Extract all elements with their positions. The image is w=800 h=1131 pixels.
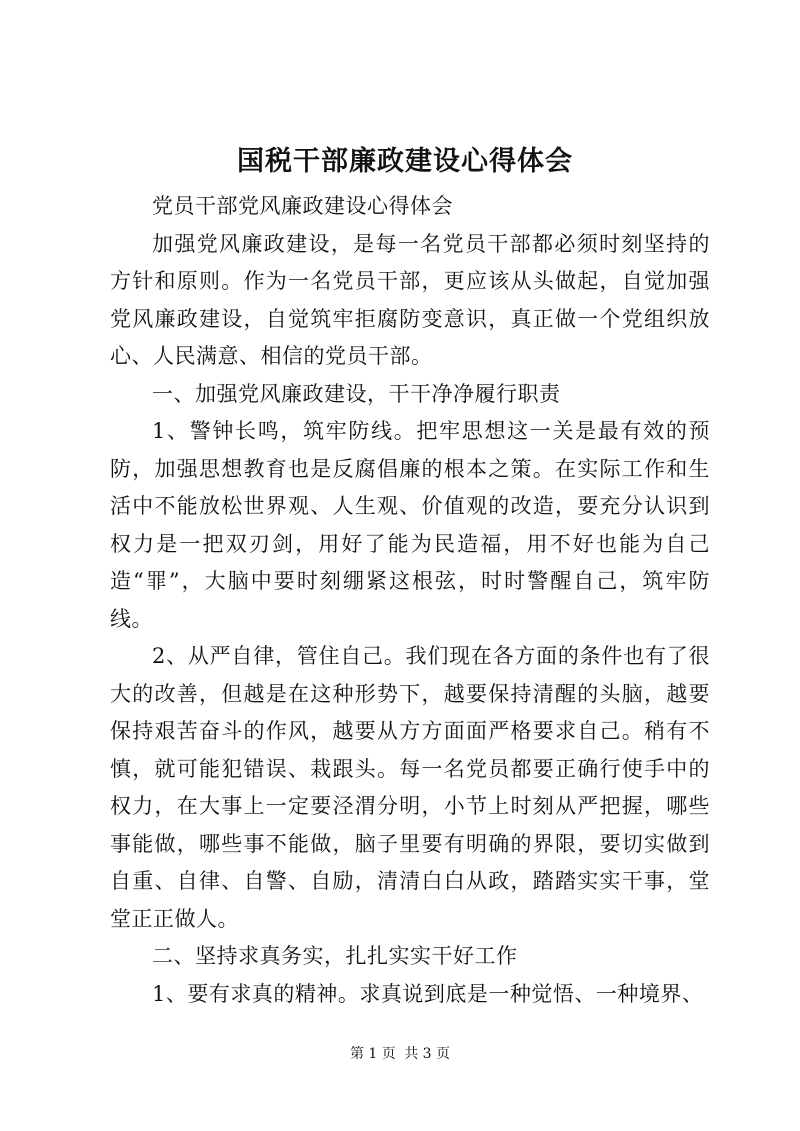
page-number: 第 1 页 [349, 1046, 396, 1062]
section-heading-1: 一、加强党风廉政建设，干干净净履行职责 [152, 381, 561, 406]
paragraph-item-2-1: 1、要有求真的精神。求真说到底是一种觉悟、一种境界、 [152, 981, 704, 1006]
page-footer [0, 1044, 800, 1064]
page-total: 共 3 页 [404, 1046, 451, 1062]
paragraph-intro: 加强党风廉政建设，是每一名党员干部都必须时刻坚持的方针和原则。作为一名党员干部，更应该从头做起，自觉加强党风廉政建设，自觉筑牢拒腐防变意识，真正做一个党组织放心、人民满意、相信的党员干部。 [110, 231, 710, 368]
document-title: 国税干部廉政建设心得体会 [237, 146, 573, 177]
paragraph-item-1-2: 2、从严自律，管住自己。我们现在各方面的条件也有了很大的改善，但越是在这种形势下，越要保持清醒的头脑，越要保持艰苦奋斗的作风，越要从方方面面严格要求自己。稍有不慎，就可能犯错误、栽跟头。每一名党员都要正确行使手中的权力，在大事上一定要泾渭分明，小节上时刻从严把握，哪些事能做，哪些事不能做，脑子里要有明确的界限，要切实做到自重、自律、自警、自励，清清白白从政，踏踏实实干事，堂堂正正做人。 [110, 644, 710, 931]
paragraph-item-1-1: 1、警钟长鸣，筑牢防线。把牢思想这一关是最有效的预防，加强思想教育也是反腐倡廉的根本之策。在实际工作和生活中不能放松世界观、人生观、价值观的改造，要充分认识到权力是一把双刃剑，用好了能为民造福，用不好也能为自己造“罪”，大脑中要时刻绷紧这根弦，时时警醒自己，筑牢防线。 [110, 419, 710, 631]
document-body [110, 188, 710, 1013]
paragraph-subtitle: 党员干部党风廉政建设心得体会 [152, 194, 453, 218]
section-heading-2: 二、坚持求真务实，扎扎实实干好工作 [152, 944, 518, 968]
